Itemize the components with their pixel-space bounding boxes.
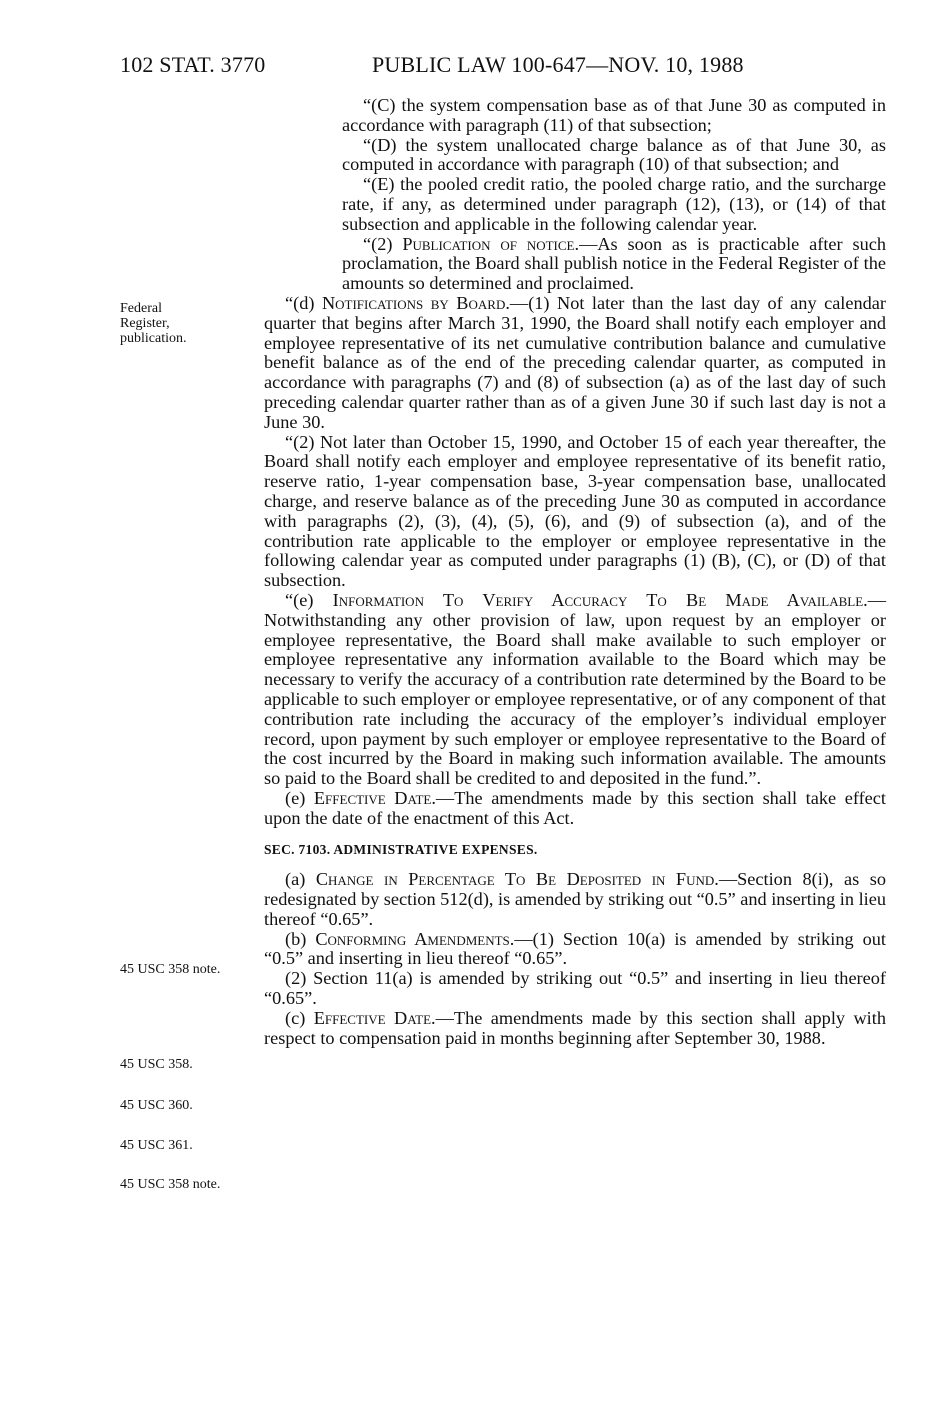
paragraph-heading: Effective Date. <box>313 787 436 808</box>
paragraph-prefix: “(d) <box>285 292 322 313</box>
paragraph-d2: “(2) Not later than October 15, 1990, and October 15 of each year thereafter, the Board shall notify each employer and employee representative of its benefit ratio, reserve ratio, 1-year compensation base, 3-year compensation base, unallocated charge, and reserve balance as of the preceding June 30 as computed in accordance with paragraphs (2), (3), (4), (5), (6), and (9) of subsection (a), and of the contribution rate applicable to the employer or employee representative in the following calendar year as computed under paragraphs (1) (B), (C), or (D) of that subsection. <box>264 431 886 591</box>
paragraph-information-verify-accuracy <box>264 591 886 789</box>
paragraph-text: —(1) Not later than the last day of any calendar quarter that begins after March 31, 1990, the Board shall notify each employer and employee representative of its net cumulative contribution balance and cumulative benefit balance as of the end of the preceding calendar quarter, as computed in accordance with paragraphs (7) and (8) of subsection (a) as of the last day of such preceding calendar quarter rather than as of a given June 30 if such last day is not a June 30. <box>264 292 886 432</box>
margin-note-45usc358: 45 USC 358. <box>120 1057 193 1072</box>
paragraph-e: “(E) the pooled credit ratio, the pooled charge ratio, and the surcharge rate, if any, as determined under paragraph (12), (13), or (14) of that subsection and applicable in the following calendar year. <box>342 174 886 234</box>
section-heading: SEC. 7103. ADMINISTRATIVE EXPENSES. <box>264 842 538 858</box>
paragraph-c: “(C) the system compensation base as of that June 30 as computed in accordance with paragraph (11) of that subsection; <box>342 95 886 135</box>
paragraph-prefix: “(2) <box>363 233 403 254</box>
page-title: PUBLIC LAW 100-647—NOV. 10, 1988 <box>372 52 744 77</box>
margin-note-line: publication. <box>120 331 187 346</box>
paragraph-effective-date-2 <box>264 1009 886 1049</box>
paragraph-text: —The amendments made by this section shall take effect upon the date of the enactment of this Act. <box>264 787 886 828</box>
paragraph-d: “(D) the system unallocated charge balance as of that June 30, as computed in accordance with paragraph (10) of that subsection; and <box>342 134 886 175</box>
paragraph-heading: Effective Date. <box>313 1007 436 1028</box>
margin-note-45usc358-note: 45 USC 358 note. <box>120 962 221 977</box>
page-reference: 102 STAT. 3770 <box>120 52 266 77</box>
margin-note-federal-register <box>120 301 187 346</box>
paragraph-text: —As soon as is practicable after such proclamation, the Board shall publish notice in the Federal Register of the amounts so determined and proclaimed. <box>342 233 886 294</box>
paragraph-conforming-amendments <box>264 930 886 970</box>
paragraph-text: —The amendments made by this section shall apply with respect to compensation paid in months beginning after September 30, 1988. <box>264 1007 886 1048</box>
paragraph-prefix: (e) <box>285 787 314 808</box>
paragraph-text: —Notwithstanding any other provision of law, upon request by an employer or employee representative, the Board shall make available to such employer or employee representative any information available to the Board which may be necessary to verify the accuracy of a contribution rate determined by the Board to be applicable to such employer or employee representative, or of any component of that contribution rate including the accuracy of the employer’s individual employer record, upon payment by such employer or employee representative to the Board of the cost incurred by the Board in making such information available. The amounts so paid to the Board shall be credited to and deposited in the fund.”. <box>264 589 886 789</box>
paragraph-conforming-amendments-2: (2) Section 11(a) is amended by striking out “0.5” and inserting in lieu thereof “0.65”. <box>264 968 886 1009</box>
margin-note-45usc361: 45 USC 361. <box>120 1138 193 1153</box>
paragraph-prefix: (a) <box>285 869 316 890</box>
paragraph-publication-of-notice <box>264 235 886 294</box>
margin-note-line: Register, <box>120 316 170 331</box>
paragraph-heading: Notifications by Board. <box>321 292 510 313</box>
margin-note-45usc358-note-2: 45 USC 358 note. <box>120 1177 221 1192</box>
paragraph-prefix: (b) <box>285 928 316 949</box>
paragraph-text: —Section 8(i), as so redesignated by section 512(d), is amended by striking out “0.5” and inserting in lieu thereof “0.65”. <box>264 869 886 929</box>
paragraph-text: —(1) Section 10(a) is amended by striking out “0.5” and inserting in lieu thereof “0.65”. <box>264 928 886 969</box>
paragraph-prefix: (c) <box>285 1007 314 1028</box>
paragraph-heading: Information To Verify Accuracy To Be Made Available. <box>332 589 868 610</box>
paragraph-prefix: “(e) <box>285 589 333 610</box>
margin-note-line: Federal <box>120 301 162 316</box>
paragraph-notifications-by-board <box>264 294 886 433</box>
paragraph-heading: Change in Percentage To Be Deposited in Fund. <box>315 869 719 890</box>
paragraph-heading: Publication of notice. <box>402 233 580 254</box>
paragraph-effective-date-1 <box>264 789 886 829</box>
paragraph-change-in-percentage <box>264 870 886 929</box>
paragraph-heading: Conforming Amendments. <box>315 928 515 949</box>
document-body <box>264 96 886 1048</box>
margin-note-45usc360: 45 USC 360. <box>120 1098 193 1113</box>
